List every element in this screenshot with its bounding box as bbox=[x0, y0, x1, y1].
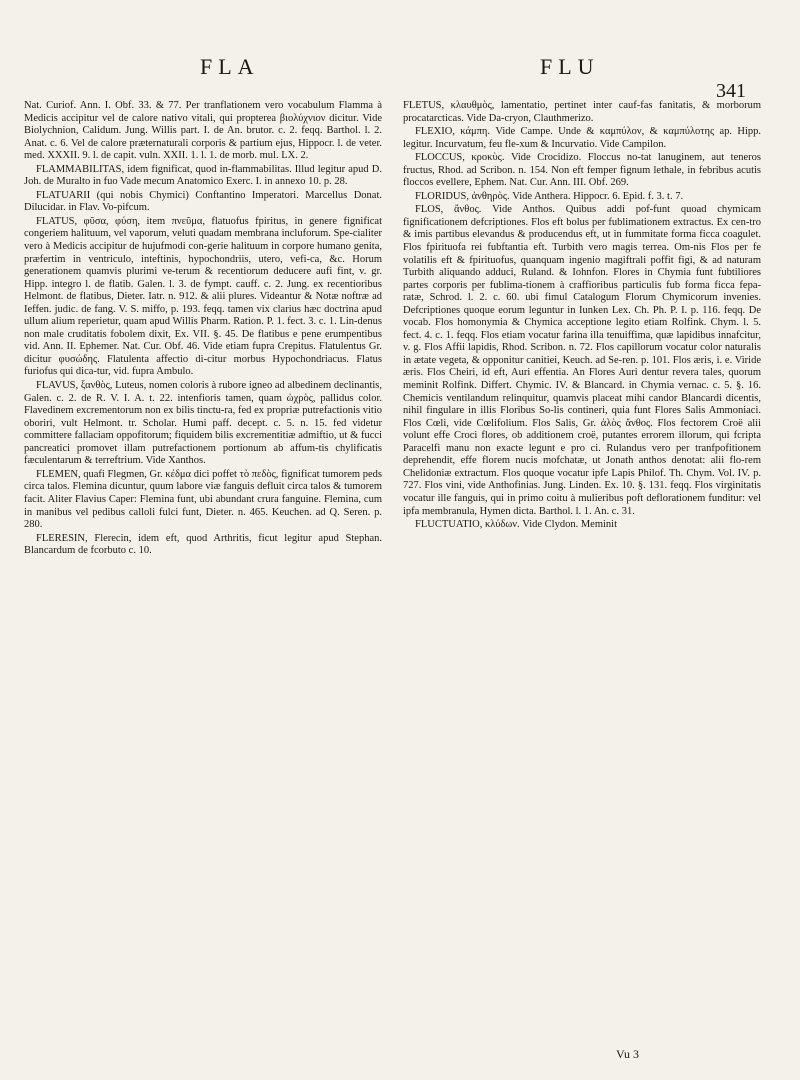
running-head-right: FLU bbox=[540, 54, 600, 79]
entry-flamma-continued: Nat. Curiof. Ann. I. Obf. 33. & 77. Per tranflationem vero vocabulum Flamma à Medicis accipitur vel de calore nativo vitali, qui propterea βιολύχνιον dicitur. Vide Biolychnion, Calidum. Jung. Willis part. I. de An. brutor. c. 2. feqq. Barthol. l. 2. Anat. c. 6. Vel de calore præternaturali corporis & partium ejus, Hippocr. l. de veter. med. XXXII. 9. l. de capit. vuln. XXII. 1. l. 1. de morb. mul. LX. 2. bbox=[24, 100, 382, 162]
entry-fleresin: FLERESIN, Flerecin, idem eft, quod Arthritis, ficut legitur apud Stephan. Blancardum de fcorbuto c. 10. bbox=[24, 532, 382, 557]
entry-flammabilitas: FLAMMABILITAS, idem fignificat, quod in-flammabilitas. Illud legitur apud D. Joh. de Muralto in fuo Vade mecum Anatomico Exerc. I. in annexo 10. p. 28. bbox=[24, 163, 382, 188]
entry-flavus: FLAVUS, ξανθὸς, Luteus, nomen coloris à rubore igneo ad albedinem declinantis, Galen. c. 2. de R. V. I. A. t. 22. intenfioris tamen, quam ὠχρὸς, pallidus color. Flavedinem excrementorum non ex bilis tinctu-ra, fed ex propriæ putrefactionis vitio oboriri, vult Helmont. tr. Scholar. Humi paff. decept. c. 5. n. 15. fed videtur committere fallaciam oppofitorum; fiquidem bilis excrementitiæ admiftio, ut & fucci pancreatici promovet illam putrefactionem portionum ab affum-tis chylificatis fæculentarum & terreftrium. Vide Xanthos. bbox=[24, 380, 382, 467]
right-column bbox=[403, 100, 761, 533]
entry-flemen: FLEMEN, quafi Flegmen, Gr. κέδμα dici poffet τὸ πεδὸς, fignificat tumorem peds circa talos. Flemina dicuntur, quum labore viæ fanguis defluit circa talos & tumorem facit. Aliter Flavius Caper: Flemina funt, ubi abundant crura fanguine. Flemina, cum in manibus vel pedibus calloli fulci funt, Dieter. n. 465. Keuchen. ad Q. Seren. p. 280. bbox=[24, 468, 382, 531]
entry-fletus: FLETUS, κλαυθμὸς, lamentatio, pertinet inter cauf-fas fanitatis, & morborum procatarcticas. Vide Da-cryon, Clauthmerizo. bbox=[403, 100, 761, 124]
entry-fluctuatio: FLUCTUATIO, κλύδων. Vide Clydon. Meminit bbox=[415, 519, 617, 531]
page-number: 341 bbox=[716, 80, 746, 102]
entry-flatuarii: FLATUARII (qui nobis Chymici) Conftantino Imperatori. Marcellus Donat. Dilucidar. in Flav. Vo-pifcum. bbox=[24, 189, 382, 214]
entry-flos: FLOS, ἄνθος. Vide Anthos. Quibus addi pof-funt quoad chymicam fignificationem defcriptiones. Flos eft bolus per fublimationem extractus. Ex cen-tro & imis partibus elevandus & producendus eft, ut in fummitate forma ficca coagulet. Flos fpirituofa rei fubftantia eft. Turbith vero magis terrea. Om-nis Flos per fe volatilis eft & fpirituofus, quanquam ingenio magiftrali poffit figi, & ad naturam Turbith aliquando adduci, Ruland. & Iohnfon. Flores in Chymia funt fubtiliores partes corporis per fublima-tionem à craffioribus particulis fub forma ficca fepa-ratæ, Schrod. l. 2. c. 60. ubi fimul Catalogum Florum Chymicorum invenies. Defcriptiones quoque eorum leguntur in Iunken Lex. Ch. Ph. P. I. p. 116. feqq. De vocab. Flos homonymia & Chymica acceptione legito etiam Rolfink. Chym. l. 5. fect. 4. c. 1. feqq. Flos etiam vocatur farina illa tenuiffima, quæ lapidibus innafcitur, v. g. Flos Affii lapidis, Rhod. Scribon. n. 72. Flos capillorum vocatur color naturalis in ætate vegeta, & opponitur canitiei, Keuch. ad Se-ren. p. 101. Flos æris, i. e. Viride æris. Flos Cheiri, id eft, Auri effentia. An Flores Auri dentur revera tales, quorum meminit Rolfink. Differt. Chymic. IV. & Blancard. in Chymia vernac. c. 5. §. 16. Chemicis ventilandum relinquitur, quamvis placeat mihi candor Blancardi dicentis, nihil fingulare in illis Floribus So-lis contineri, quia funt Flores Salis Ammoniaci. Flos Cœli, vide Cœlifolium. Flos Salis, Gr. ἀλὸς ἄνθος. Flos fectorem Croë alii volunt effe Croci flores, ob additionem croë, putantes errorem illorum, qui fcripta Paracelfi manu non exacte legunt e pro ci. Rulandus vero per tranfpofitionem deprehendit, effe florem nucis mofchatæ, ut Jonath anthos denotat: alii flo-rem Chelidoniæ extractum. Flos quoque vocatur ipfe Lapis Philof. Th. Chym. Vol. IV. p. 727. Flos vini, vide Anthofinias. Jung. Linden. Ex. 10. §. 131. feqq. Flos virginitatis vocatur ille fanguis, qui in primo coitu à mulieribus poft deflorationem funditur: vel ipfa membranula, Hymen dicta. Barthol. l. 1. An. c. 31. bbox=[403, 204, 761, 517]
entry-floccus: FLOCCUS, κροκὺς. Vide Crocidizo. Floccus no-tat lanuginem, aut teneros fructus, Rhod. ad Scribon. n. 154. Non eft femper fignum lethale, in febribus acutis floccos evellere, Ephem. Nat. Cur. Ann. III. Obf. 269. bbox=[403, 152, 761, 189]
entry-flexio: FLEXIO, κάμπη. Vide Campe. Unde & καμπύλον, & καμπύλοτης ap. Hipp. legitur. Incurvatum, feu fle-xum & Incurvatio. Vide Campilon. bbox=[403, 126, 761, 150]
running-head-left: FLA bbox=[200, 54, 260, 79]
left-column bbox=[24, 100, 382, 559]
signature-mark: Vu 3 bbox=[616, 1047, 639, 1061]
entry-floridus: FLORIDUS, ἀνθηρὸς. Vide Anthera. Hippocr. 6. Epid. f. 3. t. 7. bbox=[415, 190, 684, 202]
entry-flatus: FLATUS, φῦσα, φύση, item πνεῦμα, flatuofus fpiritus, in genere fignificat congeriem halituum, vel vaporum, veluti quadam membrana incluforum. Spe-cialiter vero à Medicis accipitur de hujufmodi con-gerie halituum in corpore humano genita, præfertim in ventriculo, inteftinis, hypochondriis, utero, vefi-ca, &c. Horum generationem quamvis plurimi ve-terum & recentiorum deducere aufi fint, v. gr. Hipp. integro l. de flatib. Galen. l. 3. de fympt. cauff. c. 2. Jung. ex recentioribus Helmont. de flatibus, Dieter. Iatr. n. 912. & alii plures. Videantur & Notæ noftræ ad Ieffen. judic. de fang. V. S. miffo, p. 193. feqq. tamen vix clarius hæc doctrina apud ullum alium reperietur, quam apud Willis Pharm. Ration. P. 1. fect. 3. c. 1. Lin-denus non male cruditatis fobolem dixit, Ex. VII. §. 45. De flatibus e pene erumpentibus vid. Ann. II. Ephemer. Nat. Cur. Obf. 46. Vide etiam fupra Crepitus. Flatulentus Gr. dicitur φυσώδης. Flatulenta affectio di-citur morbus Hypochondriacus. Flatus furiofus qui dica-tur, vid. fupra Ambulo. bbox=[24, 215, 382, 378]
